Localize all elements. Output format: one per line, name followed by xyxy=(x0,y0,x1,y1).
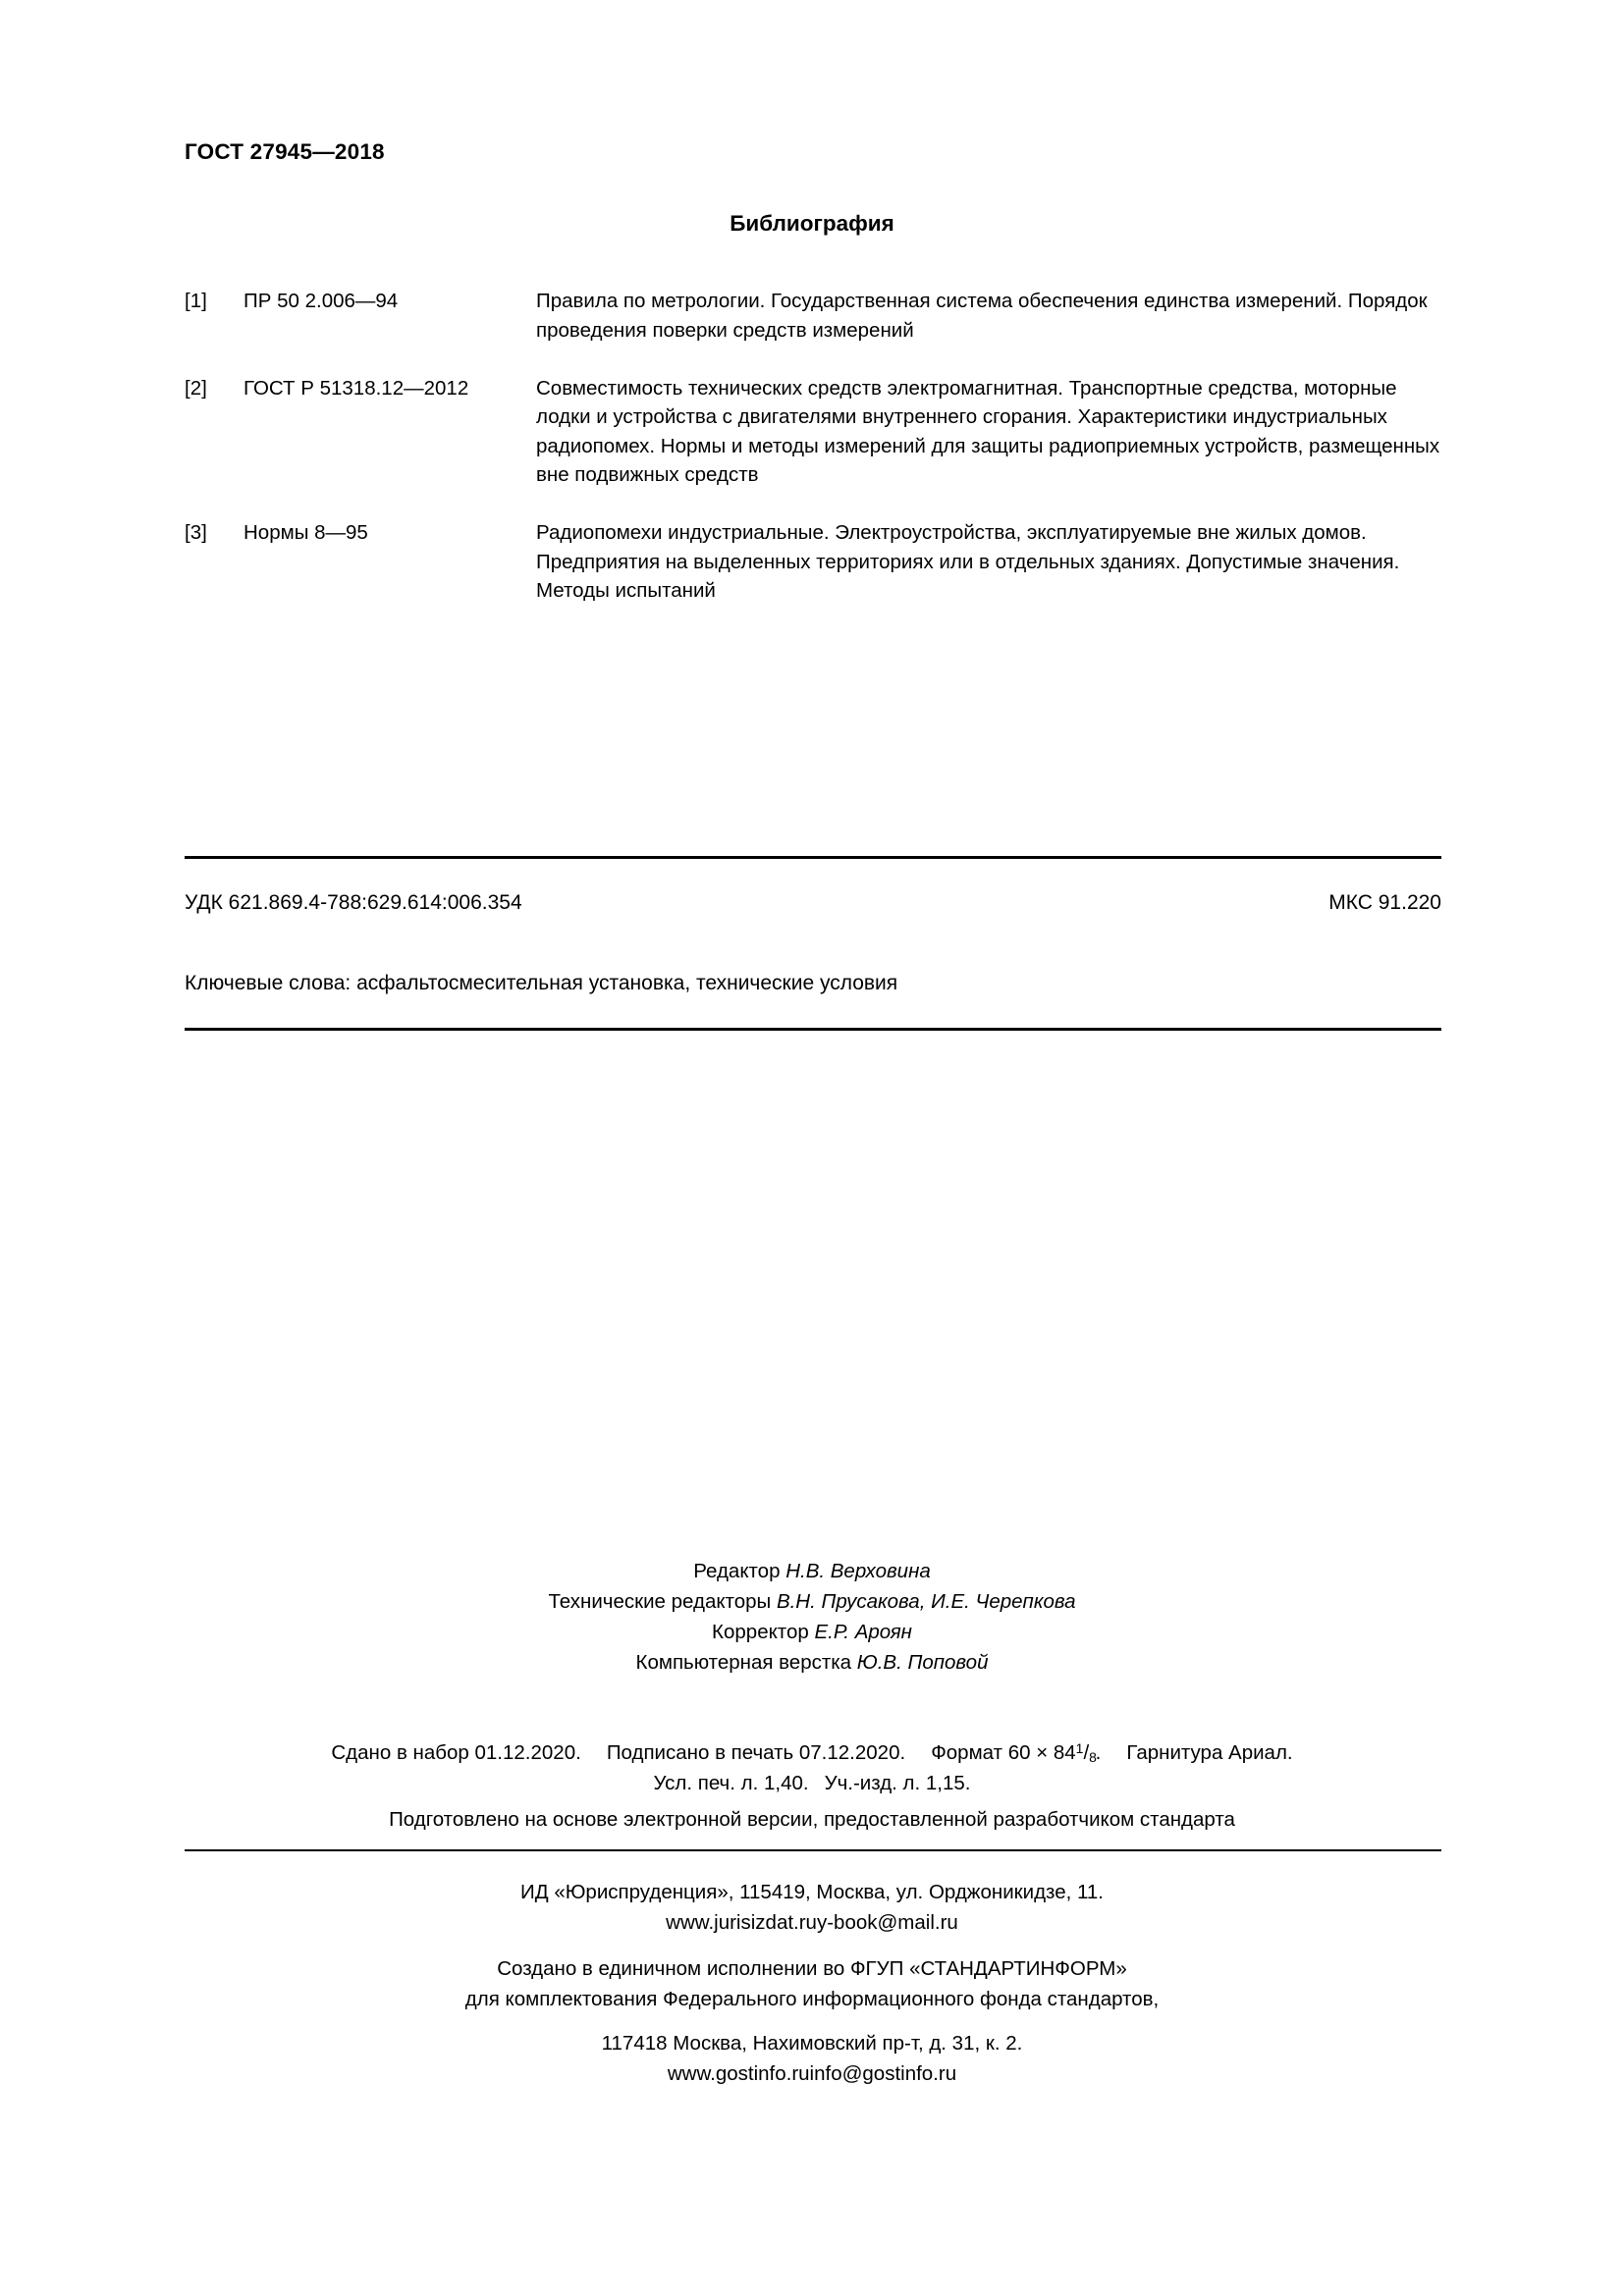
standartinform-line-2: для комплектования Федерального информационного фонда стандартов, xyxy=(464,1988,1160,2010)
mks-code: МКС 91.220 xyxy=(1328,891,1441,914)
bibliography-entry-number: [1] xyxy=(185,290,207,312)
imprint-signed: Подписано в печать 07.12.2020. xyxy=(606,1741,906,1764)
format-numerator: 1 xyxy=(1075,1740,1084,1757)
udk-code: УДК 621.869.4-788:629.614:006.354 xyxy=(185,891,522,914)
standartinform-email[interactable]: info@gostinfo.ru xyxy=(809,2062,957,2085)
running-head: ГОСТ 27945—2018 xyxy=(185,139,385,164)
standartinform-website[interactable]: www.gostinfo.ru xyxy=(667,2062,810,2085)
horizontal-rule-above-publisher xyxy=(185,1849,1441,1851)
imprint-line-1 xyxy=(0,1737,1624,1768)
bibliography-entry-number: [3] xyxy=(185,521,207,544)
credit-corrector-label: Корректор xyxy=(712,1621,815,1643)
standartinform-contacts xyxy=(0,2058,1624,2089)
imprint-submitted: Сдано в набор 01.12.2020. xyxy=(331,1741,581,1764)
imprint-block xyxy=(0,1737,1624,1798)
imprint-typeface: Гарнитура Ариал. xyxy=(1126,1741,1293,1764)
publisher-email[interactable]: y-book@mail.ru xyxy=(816,1911,958,1934)
publisher-block xyxy=(0,1877,1624,1938)
classification-row xyxy=(185,891,1441,915)
imprint-line-2 xyxy=(0,1768,1624,1798)
publisher-address: ИД «Юриспруденция», 115419, Москва, ул. Орджоникидзе, 11. xyxy=(520,1881,1104,1903)
credit-editor-label: Редактор xyxy=(693,1560,786,1582)
imprint-publisher-sheets: Уч.-изд. л. 1,15. xyxy=(824,1772,971,1794)
credit-corrector xyxy=(0,1617,1624,1647)
credit-editor-name: Н.В. Верховина xyxy=(785,1560,931,1582)
credits-block xyxy=(0,1556,1624,1678)
horizontal-rule-below-keywords xyxy=(185,1028,1441,1031)
bibliography-entry-text: Правила по метрологии. Государственная система обеспечения единства измерений. Порядок проведения поверки средств измерений xyxy=(536,290,1428,342)
bibliography-entry xyxy=(185,518,1441,634)
credit-layout-label: Компьютерная верстка xyxy=(635,1651,857,1674)
publisher-website[interactable]: www.jurisizdat.ru xyxy=(666,1911,817,1934)
credit-technical-editors-names: В.Н. Прусакова, И.Е. Черепкова xyxy=(776,1590,1076,1613)
bibliography-entry-code: Нормы 8—95 xyxy=(244,521,368,544)
credit-technical-editors xyxy=(0,1586,1624,1617)
format-denominator: 8 xyxy=(1089,1749,1097,1766)
horizontal-rule-above-udk xyxy=(185,856,1441,859)
imprint-format-suffix: . xyxy=(1095,1741,1102,1764)
imprint-format-prefix: Формат 60 × 84 xyxy=(931,1741,1076,1764)
page-title: Библиография xyxy=(730,211,894,236)
bibliography-entry-text: Совместимость технических средств электромагнитная. Транспортные средства, моторные лодки и устройства с двигателями внутреннего сгорания. Характеристики индустриальных радиопомех. Нормы и методы измерений для защиты радиоприемных устройств, размещенных вне подвижных средств xyxy=(536,376,1440,486)
prepared-note: Подготовлено на основе электронной версии, предоставленной разработчиком стандарта xyxy=(389,1808,1235,1831)
publisher-contacts xyxy=(0,1907,1624,1938)
bibliography-list xyxy=(185,287,1441,634)
standartinform-address: 117418 Москва, Нахимовский пр-т, д. 31, к. 2. xyxy=(601,2032,1023,2055)
bibliography-entry xyxy=(185,374,1441,519)
bibliography-entry-text: Радиопомехи индустриальные. Электроустройства, эксплуатируемые вне жилых домов. Предприятия на выделенных территориях или в отдельных зданиях. Допустимые значения. Методы испытаний xyxy=(536,521,1400,602)
credit-technical-editors-label: Технические редакторы xyxy=(548,1590,777,1613)
imprint-printed-sheets: Усл. печ. л. 1,40. xyxy=(653,1772,809,1794)
standartinform-line-1: Создано в единичном исполнении во ФГУП «СТАНДАРТИНФОРМ» xyxy=(497,1957,1127,1980)
bibliography-entry-code: ПР 50 2.006—94 xyxy=(244,290,399,312)
bibliography-entry-number: [2] xyxy=(185,376,207,400)
keywords-line: Ключевые слова: асфальтосмесительная установка, технические условия xyxy=(185,972,898,994)
format-fraction: $^1/_8$ xyxy=(1075,1740,1097,1766)
credit-corrector-name: Е.Р. Ароян xyxy=(814,1621,912,1643)
credit-layout-name: Ю.В. Поповой xyxy=(856,1651,989,1674)
bibliography-entry-code: ГОСТ Р 51318.12—2012 xyxy=(244,376,469,400)
bibliography-entry xyxy=(185,287,1441,374)
standartinform-block xyxy=(0,1953,1624,2089)
credit-layout xyxy=(0,1647,1624,1678)
credit-editor xyxy=(0,1556,1624,1586)
